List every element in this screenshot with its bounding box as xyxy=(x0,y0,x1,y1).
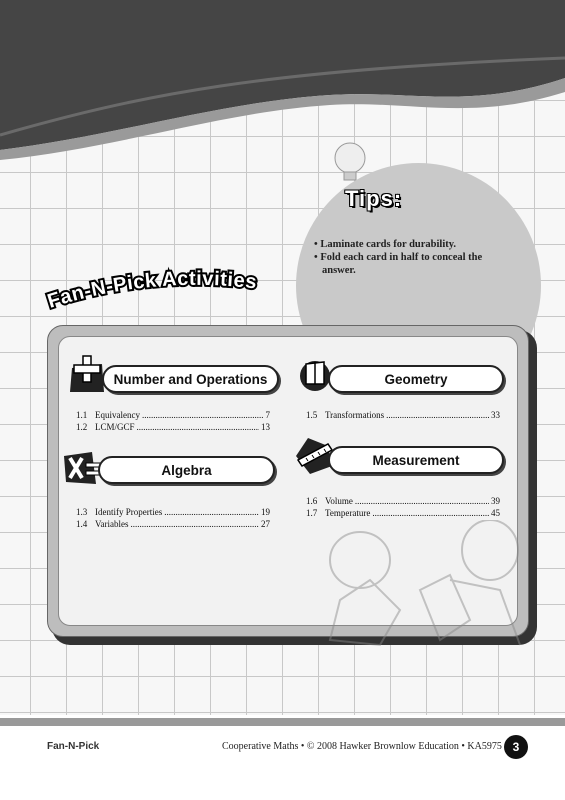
toc-entry: 1.6 Volume ..... 39 xyxy=(306,495,500,507)
toc-algebra xyxy=(76,506,270,530)
footer-bar xyxy=(0,718,565,726)
toc-entry: 1.3 Identify Properties ..... 19 xyxy=(76,506,270,518)
footer-publisher: Cooperative Maths • © 2008 Hawker Brownlow Education • KA5975 xyxy=(222,741,502,752)
toc-geometry xyxy=(306,409,500,421)
category-algebra: Algebra xyxy=(98,456,275,484)
toc-number-operations xyxy=(76,409,270,433)
toc-entry: 1.1 Equivalency ..... 7 xyxy=(76,409,270,421)
svg-text:Fan-N-Pick Activities xyxy=(45,268,258,313)
activities-title-text: Fan-N-Pick Activities xyxy=(44,267,259,313)
category-number-operations: Number and Operations xyxy=(102,365,279,393)
header-wave-banner xyxy=(0,0,565,160)
tip-item: • Fold each card in half to conceal the answer. xyxy=(314,251,514,277)
footer-book-title: Fan-N-Pick xyxy=(47,741,100,752)
toc-entry: 1.5 Transformations ..... 33 xyxy=(306,409,500,421)
toc-entry: 1.4 Variables ..... 27 xyxy=(76,518,270,530)
tips-list xyxy=(314,238,514,277)
mascot-illustration xyxy=(300,520,530,650)
category-measurement: Measurement xyxy=(328,446,504,474)
toc-entry: 1.2 LCM/GCF ..... 13 xyxy=(76,421,270,433)
page-number: 3 xyxy=(504,735,528,759)
tips-title: Tips: xyxy=(345,186,403,211)
toc-measurement xyxy=(306,495,500,519)
activities-title xyxy=(0,262,300,322)
category-geometry: Geometry xyxy=(328,365,504,393)
tip-item: • Laminate cards for durability. xyxy=(314,238,514,251)
toc-entry: 1.7 Temperature ..... 45 xyxy=(306,507,500,519)
